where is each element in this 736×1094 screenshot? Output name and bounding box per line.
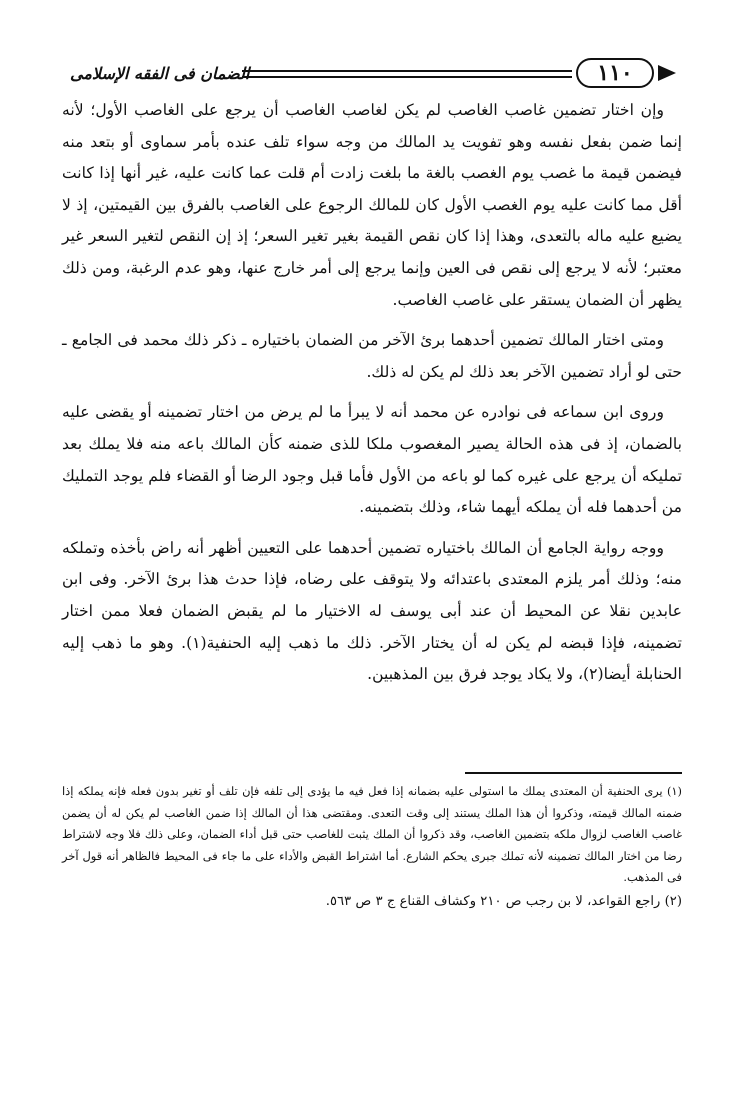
page-header <box>62 58 682 92</box>
paragraph-3: وروى ابن سماعه فى نوادره عن محمد أنه لا يبرأ ما لم يرض من اختار تضمينه أو يقضى عليه بالضمان، إذ فى هذه الحالة يصير المغصوب ملكا للذى ضمنه كأن المالك باعه منه فلا يملك بعد تمليكه أن يرجع على غيره كما لو باعه من الأول فأما قبل وجود الرضا أو القضاء فلم يوجد التمليك من أحدهما فله أن يملكه أيهما شاء، وذلك بتضمينه. <box>62 403 682 517</box>
header-rule <box>242 70 572 80</box>
footnotes <box>62 781 682 913</box>
header-rule-line-bottom <box>242 76 572 78</box>
paragraph-1: وإن اختار تضمين غاصب الغاصب لم يكن لغاصب الغاصب أن يرجع على الغاصب الأول؛ لأنه إنما ضمن بفعل نفسه وهو تفويت يد المالك من وجه سواء تلف عنده بأمر سماوى أو بتعد منه فيضمن قيمة ما غصب يوم الغصب بالغة ما بلغت زادت أم قلت عما كانت عليه، غير أنها إذا كانت أقل مما كانت عليه يوم الغصب الأول كان للمالك الرجوع على الغاصب بالفرق بين القيمتين، إذ لا يضيع عليه ماله بالتعدى، وهذا إذا كان نقص القيمة بغير تغير السعر؛ إذ إن النقص لتغير السعر غير معتبر؛ لأنه لا يرجع إلى نقص فى العين وإنما يرجع إلى أمر خارج عنها، وهو عدم الرغبة، ومن ذلك يظهر أن الضمان يستقر على غاصب الغاصب. <box>62 101 682 309</box>
paragraph-4: ووجه رواية الجامع أن المالك باختياره تضمين أحدهما على التعيين أظهر أنه راض بأخذه وتملكه منه؛ وذلك أمر يلزم المعتدى باعتدائه ولا يتوقف على رضاه، فإذا حدث هذا برئ الآخر. وفى ابن عابدين نقلا عن المحيط أن عند أبى يوسف له الاختيار ما لم يقبض الضمان فعلا ممن اختار تضمينه، فإذا قبضه لم يكن له أن يختار الآخر. ذلك ما ذهب إليه الحنفية(١). وهو ما ذهب إليه الحنابلة أيضا(٢)، ولا يكاد يوجد فرق بين المذهبين. <box>62 538 682 684</box>
header-rule-line-top <box>242 70 572 72</box>
running-title: الضمان فى الفقه الإسلامى <box>70 64 250 83</box>
footnote-2: (٢) راجع القواعد، لا بن رجب ص ٢١٠ وكشاف القناع ج ٣ ص ٥٦٣. <box>325 893 682 909</box>
main-text <box>62 95 682 700</box>
arrow-ornament-icon <box>658 65 676 81</box>
footnote-separator <box>465 772 682 774</box>
footnote-1: (١) يرى الحنفية أن المعتدى يملك ما استولى عليه بضمانه إذا فعل فيه ما يؤدى إلى تلفه فإن تلف أو تغير بدون فعله فإنه يملكه إذا ضمنه المالك قيمته، وذكروا أن هذا الملك يستند إلى وقت التعدى. ومقتضى هذا أن المالك إذا ضمن الغاصب لم يكن له أن يضمن غاصب الغاصب لزوال ملكه بتضمين الغاصب، وقد ذكروا أن الملك يثبت للغاصب حتى قبل أداء الضمان، وعلى ذلك فلا وجه لاشتراط رضا من اختار المالك تضمينه لأنه تملك جبرى يحكم الشارع. أما اشتراط القبض والأداء على ما جاء فى المحيط فالظاهر أنه قول آخر فى المذهب. <box>62 784 682 885</box>
paragraph-2: ومتى اختار المالك تضمين أحدهما برئ الآخر من الضمان باختياره ـ ذكر ذلك محمد فى الجامع ـ حتى لو أراد تضمين الآخر بعد ذلك لم يكن له ذلك. <box>62 331 682 381</box>
page-number: ١١٠ <box>576 58 654 88</box>
